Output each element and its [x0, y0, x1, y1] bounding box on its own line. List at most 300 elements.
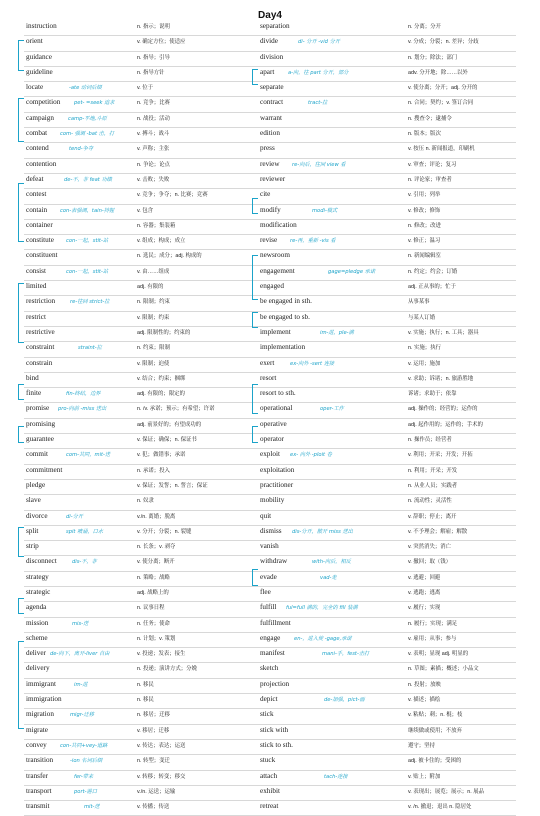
vocab-row: [258, 694, 516, 709]
vocab-row: [24, 67, 282, 82]
vocab-word: engaged: [260, 282, 284, 291]
vocab-word: stuck: [260, 756, 276, 765]
word-group-bracket: [252, 198, 258, 214]
vocab-meaning: 从事某事: [408, 299, 430, 306]
vocab-row: [258, 358, 516, 373]
vocab-row: [258, 602, 516, 617]
vocab-meaning: adj. 战略上的: [137, 589, 169, 596]
vocab-meaning: n. 修改；改进: [408, 222, 441, 229]
etymology-note: tract-拉: [308, 100, 328, 107]
etymology-note: con-表强调，tain-持握: [60, 207, 115, 214]
vocab-meaning: n. 投递；演讲方式；分娩: [137, 666, 197, 673]
vocab-row: [24, 250, 282, 265]
vocab-meaning: n. 指导；引导: [137, 54, 170, 61]
etymology-note: port-港口: [74, 788, 97, 795]
vocab-word: split: [26, 526, 39, 535]
etymology-note: di-分开: [66, 513, 83, 520]
vocab-word: container: [26, 220, 53, 229]
vocab-word: finite: [26, 389, 42, 398]
vocab-row: [24, 403, 282, 418]
vocab-row: [24, 97, 282, 112]
vocab-meaning: adj. 有限的: [137, 284, 164, 291]
vocab-meaning: v. 按压 n. 新闻报道，印刷机: [408, 146, 475, 153]
vocab-meaning: n. 分离；分开: [408, 24, 441, 30]
vocab-word: newsroom: [260, 251, 290, 260]
vocab-word: pledge: [26, 480, 46, 489]
vocab-row: [24, 526, 282, 541]
vocab-row: [258, 679, 516, 694]
vocab-meaning: adj. 前景好的；有望成功的: [137, 421, 202, 428]
vocab-row: [24, 694, 282, 709]
vocab-row: [24, 511, 282, 526]
vocab-word: operative: [260, 419, 287, 428]
etymology-note: en-，进入使 -gage,承诺: [294, 635, 352, 642]
vocab-meaning: n. 限制；约束: [137, 299, 170, 306]
vocab-meaning: v. 不予理会；解雇；解散: [408, 528, 468, 535]
vocab-row: [24, 296, 282, 311]
vocab-meaning: v. 求助；诉诸；n. 旅游胜地: [408, 375, 474, 382]
vocab-word: promising: [26, 419, 56, 428]
vocab-meaning: n. 指示；说明: [137, 24, 170, 30]
etymology-note: spit 喷涌，口水: [66, 528, 104, 535]
vocab-row: [258, 250, 516, 265]
vocab-meaning: n. 划分；除法；部门: [408, 54, 458, 61]
vocab-row: [24, 740, 282, 755]
vocab-meaning: v. 突然消失；消亡: [408, 544, 452, 551]
word-group-bracket: [18, 598, 24, 614]
vocab-row: [258, 480, 516, 495]
vocab-word: quit: [260, 511, 272, 520]
etymology-note: com- 强调 -bat 击，打: [60, 131, 115, 138]
vocab-word: divide: [260, 37, 278, 46]
vocab-row: [24, 327, 282, 342]
vocab-meaning: v./n. 离婚；脱离: [137, 513, 176, 520]
vocab-word: immigration: [26, 695, 62, 704]
vocab-meaning: v. 运用；施加: [408, 360, 441, 367]
vocab-row: [258, 648, 516, 663]
vocab-row: [24, 709, 282, 724]
vocab-word: restriction: [26, 297, 56, 306]
vocab-word: bind: [26, 373, 39, 382]
etymology-note: di- 分开 -vid 分开: [298, 39, 340, 46]
vocab-word: contention: [26, 159, 57, 168]
vocab-row: [24, 572, 282, 587]
vocab-meaning: v. 雇用；从事；参与: [408, 635, 457, 642]
vocab-meaning: n. 利用；开采；开发: [408, 467, 458, 474]
vocab-word: restrictive: [26, 327, 55, 336]
vocab-row: [24, 618, 282, 633]
vocab-word: evade: [260, 572, 277, 581]
vocab-word: guarantee: [26, 435, 54, 444]
vocab-meaning: v. 表现出；展览；展示；n. 展品: [408, 788, 484, 795]
vocab-row: [24, 36, 282, 51]
etymology-note: ex-向外 -sert 连接: [290, 360, 335, 367]
vocab-meaning: v. 逃跑；逃离: [408, 589, 441, 596]
etymology-note: dis-不，非: [72, 559, 97, 566]
vocab-meaning: n. 计划；v. 策划: [137, 635, 176, 642]
vocab-word: manifest: [260, 649, 285, 658]
vocab-meaning: v. 修正；温习: [408, 238, 441, 245]
word-group-bracket: [252, 384, 258, 415]
vocab-word: constitute: [26, 236, 54, 245]
vocab-row: [258, 312, 516, 327]
vocab-row: [24, 633, 282, 648]
vocab-row: [258, 266, 516, 281]
vocab-word: restrict: [26, 312, 46, 321]
vocab-word: sketch: [260, 664, 279, 673]
vocab-word: vanish: [260, 542, 279, 551]
vocab-row: [258, 205, 516, 220]
vocab-word: transfer: [26, 771, 48, 780]
vocab-row: [258, 220, 516, 235]
vocab-word: practitioner: [260, 480, 294, 489]
vocab-row: [24, 174, 282, 189]
etymology-note: migr-迁移: [70, 712, 94, 719]
vocab-row: [258, 771, 516, 786]
vocab-word: withdraw: [260, 557, 288, 566]
vocab-meaning: adj. 正从事的；忙于: [408, 284, 456, 291]
vocab-meaning: v. 表明；显现 adj. 明显的: [408, 651, 469, 658]
word-group-bracket: [18, 98, 24, 143]
vocab-row: [258, 342, 516, 357]
vocab-row: [258, 113, 516, 128]
vocab-row: [258, 725, 516, 740]
vocab-row: [24, 663, 282, 678]
vocab-meaning: 与某人订婚: [408, 314, 435, 321]
vocab-meaning: n. 任务；使命: [137, 620, 170, 627]
vocab-row: [258, 556, 516, 571]
vocab-word: resort: [260, 373, 277, 382]
vocab-word: commitment: [26, 465, 63, 474]
vocab-row: [258, 465, 516, 480]
vocab-row: [258, 159, 516, 174]
word-group-bracket: [252, 69, 258, 85]
etymology-note: dis-分开，散开 miss 送出: [292, 528, 353, 535]
vocab-word: operational: [260, 404, 293, 413]
vocab-meaning: v. 粘贴；刺；n. 棍；枝: [408, 712, 463, 719]
vocab-row: [24, 434, 282, 449]
etymology-note: mani-手，fest-击打: [322, 651, 370, 658]
vocab-word: attach: [260, 771, 278, 780]
vocab-meaning: v. /n. 撤退；退出 n. 隐居处: [408, 804, 472, 811]
vocab-row: [24, 786, 282, 801]
vocab-meaning: v. 竞争；争夺；n. 比赛；竞赛: [137, 192, 208, 199]
vocab-row: [24, 189, 282, 204]
vocab-meaning: v. 包含: [137, 207, 154, 214]
vocab-word: strategic: [26, 587, 51, 596]
etymology-note: de-不，非 feat 功绩: [64, 176, 112, 183]
etymology-note: tend-争夺: [69, 146, 94, 153]
etymology-note: gage=pledge 承诺: [328, 268, 376, 275]
etymology-note: im-进: [74, 681, 88, 688]
vocab-word: scheme: [26, 633, 48, 642]
vocab-meaning: n. 合同；契约；v. 签订合同: [408, 100, 474, 107]
vocab-word: engagement: [260, 266, 295, 275]
word-group-bracket: [18, 40, 24, 71]
vocab-meaning: n. 奴隶: [137, 498, 154, 505]
vocab-word: consist: [26, 266, 46, 275]
vocab-word: exploitation: [260, 465, 295, 474]
etymology-note: -ate 动词后缀: [69, 85, 102, 92]
vocab-word: review: [260, 159, 280, 168]
vocab-meaning: v. 击败；失败: [137, 176, 170, 183]
vocab-meaning: 遵守；坚持: [408, 742, 435, 749]
etymology-note: de-向下，离开-liver 自由: [50, 651, 110, 658]
vocab-word: campaign: [26, 113, 54, 122]
vocab-word: instruction: [26, 22, 57, 30]
etymology-note: re-往回 strict-拉: [70, 299, 110, 306]
word-group-bracket: [18, 283, 24, 342]
vocab-row: [258, 434, 516, 449]
etymology-note: -ion 名词后缀: [70, 758, 103, 765]
vocab-word: engage: [260, 633, 281, 642]
vocab-row: [24, 771, 282, 786]
vocab-word: operator: [260, 435, 284, 444]
vocab-word: transmit: [26, 802, 50, 811]
etymology-note: mis-送: [72, 620, 89, 627]
vocab-word: convey: [26, 740, 47, 749]
etymology-note: im-进，ple-满: [320, 329, 354, 336]
vocab-row: [258, 21, 516, 36]
vocab-meaning: v. 辞职；停止；离开: [408, 513, 457, 520]
vocab-word: orient: [26, 37, 43, 46]
vocab-word: locate: [26, 83, 44, 92]
vocab-word: separation: [260, 22, 290, 30]
etymology-note: pet- =seek 追求: [74, 100, 115, 107]
vocab-word: edition: [260, 129, 280, 138]
vocab-row: [24, 465, 282, 480]
vocab-row: [258, 36, 516, 51]
vocab-row: [24, 312, 282, 327]
word-group-bracket: [18, 426, 24, 442]
vocab-row: [258, 618, 516, 633]
vocab-meaning: n. 流动性；灵活性: [408, 498, 452, 505]
vocab-meaning: n. 移居；迁移: [137, 712, 170, 719]
vocab-word: stick: [260, 710, 274, 719]
vocab-word: transition: [26, 756, 54, 765]
vocab-word: warrant: [260, 113, 282, 122]
vocab-row: [258, 449, 516, 464]
vocab-word: transport: [26, 786, 52, 795]
vocab-word: defeat: [26, 174, 44, 183]
vocab-row: [258, 128, 516, 143]
vocab-row: [24, 21, 282, 36]
vocab-row: [24, 541, 282, 556]
vocab-meaning: n. 竞争；比赛: [137, 100, 170, 107]
vocab-row: [24, 419, 282, 434]
word-group-bracket: [252, 426, 258, 442]
vocab-word: modification: [260, 220, 297, 229]
page-title: Day4: [258, 10, 282, 21]
vocab-meaning: v. 移居；迁移: [137, 727, 170, 734]
vocab-word: cite: [260, 190, 271, 199]
vocab-row: [258, 373, 516, 388]
vocab-word: revise: [260, 236, 278, 245]
word-group-bracket: [18, 641, 24, 729]
vocab-meaning: v. 限制；迫使: [137, 360, 170, 367]
vocab-row: [258, 511, 516, 526]
vocab-word: guidance: [26, 52, 52, 61]
vocab-meaning: v. 投递；发表；接生: [137, 651, 186, 658]
vocab-word: contend: [26, 144, 49, 153]
vocab-word: stick with: [260, 725, 289, 734]
vocab-row: [24, 342, 282, 357]
vocab-row: [24, 556, 282, 571]
vocab-row: [24, 358, 282, 373]
vocab-meaning: v. 分开；分裂；n. 裂缝: [137, 528, 192, 535]
vocab-row: [258, 572, 516, 587]
vocab-row: [24, 388, 282, 403]
vocab-row: [24, 373, 282, 388]
vocab-row: [258, 67, 516, 82]
etymology-note: tach-连接: [324, 773, 348, 780]
vocab-word: agenda: [26, 603, 47, 612]
etymology-note: con-一起，stit-站: [66, 238, 109, 245]
vocab-row: [24, 480, 282, 495]
vocab-row: [24, 449, 282, 464]
vocab-meaning: n. 移民: [137, 697, 154, 704]
word-group-bracket: [252, 569, 258, 585]
vocab-row: [24, 128, 282, 143]
etymology-note: mit-送: [84, 804, 100, 811]
vocab-meaning: n. 转型；变迁: [137, 758, 170, 765]
word-group-bracket: [252, 312, 258, 328]
vocab-word: mission: [26, 618, 49, 627]
vocab-meaning: n. 议事日程: [137, 605, 165, 612]
vocab-row: [258, 709, 516, 724]
vocab-row: [258, 740, 516, 755]
vocab-word: strip: [26, 542, 39, 551]
vocab-word: migrate: [26, 725, 48, 734]
vocab-row: [258, 327, 516, 342]
vocab-row: [24, 159, 282, 174]
vocab-meaning: v. 确定方位；使适应: [137, 39, 186, 46]
vocab-meaning: n. 版本；版次: [408, 131, 441, 138]
vocab-word: migration: [26, 710, 54, 719]
vocab-word: guideline: [26, 67, 53, 76]
vocab-meaning: n. 策略；战略: [137, 574, 170, 581]
word-group-bracket: [18, 384, 24, 400]
vocab-meaning: v. 修改；修饰: [408, 207, 441, 214]
vocab-meaning: v. 履行；实现: [408, 605, 441, 612]
vocab-row: [24, 143, 282, 158]
vocab-word: disconnect: [26, 557, 57, 566]
vocab-meaning: v. 组成；构成；成立: [137, 238, 186, 245]
vocab-word: mobility: [260, 496, 285, 505]
vocab-row: [258, 82, 516, 97]
vocab-word: contest: [26, 190, 47, 199]
etymology-note: con-一起，stit-站: [66, 268, 109, 275]
etymology-note: a-向，往 part 分开，部分: [288, 69, 349, 76]
vocab-row: [258, 495, 516, 510]
vocab-meaning: adj. 限制性的；约束的: [137, 329, 191, 336]
vocab-row: [24, 281, 282, 296]
vocab-word: depict: [260, 695, 278, 704]
vocab-meaning: adj. 被卡住的；受困的: [408, 758, 462, 765]
vocab-word: combat: [26, 129, 48, 138]
etymology-note: fin-终结，边界: [66, 391, 101, 398]
vocab-row: [258, 97, 516, 112]
vocab-meaning: v. 利用；开采；开发；开拓: [408, 452, 473, 459]
vocab-meaning: n. 约定；约会；订婚: [408, 268, 458, 275]
vocab-meaning: n. 争论；论点: [137, 161, 170, 168]
etymology-note: vad-走: [320, 574, 337, 581]
vocab-meaning: n. 评论家；审查者: [408, 176, 452, 183]
vocab-meaning: n. 长条；v. 剥夺: [137, 544, 176, 551]
etymology-note: modi-模式: [312, 207, 338, 214]
vocab-word: constraint: [26, 343, 55, 352]
vocab-word: exhibit: [260, 786, 280, 795]
vocab-word: press: [260, 144, 275, 153]
vocab-meaning: v. 分成；分裂；n. 差异；分歧: [408, 39, 479, 46]
vocab-word: flee: [260, 587, 271, 596]
vocab-meaning: n. 投射；放映: [408, 681, 441, 688]
vocab-word: contract: [260, 98, 284, 107]
vocab-meaning: n. 战役；活动: [137, 115, 170, 122]
vocab-meaning: v. 描述；描绘: [408, 697, 441, 704]
vocab-meaning: v. 引用；列举: [408, 192, 441, 199]
vocab-row: [258, 755, 516, 770]
vocab-word: be engaged to sb.: [260, 312, 310, 321]
vocab-word: separate: [260, 83, 284, 92]
word-group-bracket: [18, 527, 24, 558]
vocab-meaning: v. 逃避；回避: [408, 574, 441, 581]
vocab-meaning: v. 结合；约束；捆绑: [137, 375, 186, 382]
vocab-meaning: v. 贴上；附加: [408, 773, 441, 780]
vocab-meaning: n. 选民；成分；adj. 构成的: [137, 253, 202, 260]
vocab-word: constrain: [26, 358, 53, 367]
etymology-note: ful=full 满的，完全的 fill 装满: [286, 605, 358, 612]
etymology-note: camp-平地,斗原: [68, 115, 107, 122]
vocab-row: [258, 388, 516, 403]
etymology-note: with-向后，相反: [312, 559, 351, 566]
vocab-meaning: adj. 操作的；经营的；运作的: [408, 406, 478, 413]
vocab-meaning: v. 保证；发誓；n. 誓言；保证: [137, 482, 208, 489]
etymology-note: de-加强，pict-画: [324, 697, 365, 704]
vocab-row: [258, 526, 516, 541]
vocab-word: reviewer: [260, 174, 286, 183]
etymology-note: ex- 向外 -ploit 卷: [290, 452, 332, 459]
vocab-word: contain: [26, 205, 48, 214]
vocab-row: [258, 174, 516, 189]
vocab-row: [258, 541, 516, 556]
vocab-row: [24, 205, 282, 220]
vocab-meaning: v. 撤回；取（钱）: [408, 559, 452, 566]
vocab-row: [24, 220, 282, 235]
vocab-row: [258, 587, 516, 602]
vocab-meaning: v. 由……组成: [137, 268, 170, 275]
vocab-row: [258, 143, 516, 158]
vocab-meaning: n. 履行；实现；满足: [408, 620, 458, 627]
vocab-row: [258, 403, 516, 418]
vocab-row: [258, 52, 516, 67]
vocab-word: divorce: [26, 511, 48, 520]
vocab-row: [258, 281, 516, 296]
vocab-word: limited: [26, 282, 47, 291]
vocab-row: [258, 801, 516, 816]
vocab-meaning: v. 审查；评论；复习: [408, 161, 457, 168]
vocab-meaning: n. /v. 承诺；预示；有希望；许诺: [137, 406, 215, 413]
right-vocab-column: [258, 21, 516, 816]
vocab-meaning: n. 移民: [137, 681, 154, 688]
vocab-meaning: v. 使分离；断开: [137, 559, 175, 566]
vocab-word: commit: [26, 450, 48, 459]
vocab-word: slave: [26, 496, 41, 505]
vocab-word: implement: [260, 327, 291, 336]
vocab-row: [258, 419, 516, 434]
etymology-note: re-向后，往回 view 看: [292, 161, 346, 168]
vocab-meaning: adj. 起作用的；运作的；手术的: [408, 421, 483, 428]
